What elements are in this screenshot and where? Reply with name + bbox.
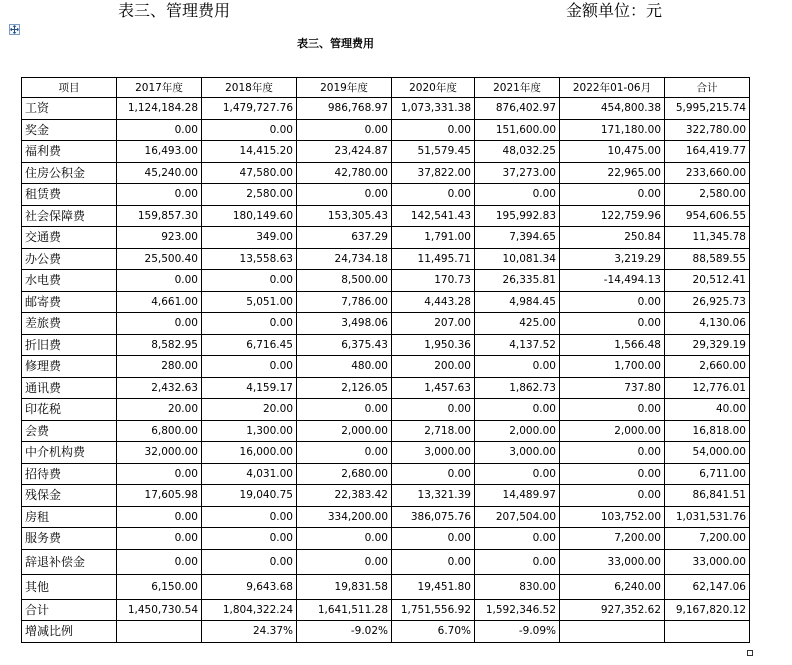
currency-unit-label: 金额单位：元 [566, 1, 663, 20]
value-cell: 0.00 [202, 549, 297, 574]
value-cell: 7,786.00 [297, 291, 392, 313]
value-cell: 1,300.00 [202, 420, 297, 442]
value-cell: 8,582.95 [117, 334, 202, 356]
value-cell: 180,149.60 [202, 205, 297, 227]
table-row [22, 506, 750, 528]
value-cell: 0.00 [117, 119, 202, 141]
table-row [22, 205, 750, 227]
row-label-cell: 福利费 [22, 141, 117, 163]
value-cell: 737.80 [560, 377, 665, 399]
row-label-cell: 奖金 [22, 119, 117, 141]
value-cell: 2,000.00 [560, 420, 665, 442]
value-cell [665, 621, 750, 643]
page-title: 表三、管理费用 [118, 1, 231, 20]
value-cell: 0.00 [560, 313, 665, 335]
value-cell: 954,606.55 [665, 205, 750, 227]
value-cell: 0.00 [392, 119, 475, 141]
table-row [22, 291, 750, 313]
column-header: 项目 [22, 78, 117, 98]
value-cell: 20.00 [202, 399, 297, 421]
column-header: 2017年度 [117, 78, 202, 98]
table-row [22, 463, 750, 485]
value-cell: 0.00 [297, 119, 392, 141]
value-cell: 2,432.63 [117, 377, 202, 399]
value-cell: 0.00 [560, 463, 665, 485]
value-cell [560, 621, 665, 643]
value-cell: 2,580.00 [202, 184, 297, 206]
value-cell: 17,605.98 [117, 485, 202, 507]
value-cell: 9,167,820.12 [665, 599, 750, 621]
row-label-cell: 辞退补偿金 [22, 549, 117, 574]
value-cell: 0.00 [392, 463, 475, 485]
row-label-cell: 工资 [22, 98, 117, 120]
row-label-cell: 增减比例 [22, 621, 117, 643]
value-cell: 1,073,331.38 [392, 98, 475, 120]
value-cell: 2,000.00 [475, 420, 560, 442]
value-cell: 195,992.83 [475, 205, 560, 227]
value-cell: 6,711.00 [665, 463, 750, 485]
table-row [22, 377, 750, 399]
value-cell: 0.00 [560, 399, 665, 421]
value-cell: 51,579.45 [392, 141, 475, 163]
value-cell: 48,032.25 [475, 141, 560, 163]
value-cell: 13,558.63 [202, 248, 297, 270]
value-cell: 32,000.00 [117, 442, 202, 464]
value-cell: 54,000.00 [665, 442, 750, 464]
value-cell: 1,450,730.54 [117, 599, 202, 621]
table-row [22, 270, 750, 292]
column-header: 2020年度 [392, 78, 475, 98]
value-cell: 1,950.36 [392, 334, 475, 356]
value-cell: 2,660.00 [665, 356, 750, 378]
value-cell: 0.00 [117, 270, 202, 292]
value-cell: 4,159.17 [202, 377, 297, 399]
row-label-cell: 残保金 [22, 485, 117, 507]
value-cell: 0.00 [297, 442, 392, 464]
table-row [22, 313, 750, 335]
table-row [22, 599, 750, 621]
value-cell: 0.00 [117, 463, 202, 485]
value-cell: 0.00 [392, 549, 475, 574]
value-cell: 0.00 [117, 506, 202, 528]
table-row [22, 399, 750, 421]
row-label-cell: 会费 [22, 420, 117, 442]
column-header: 2019年度 [297, 78, 392, 98]
value-cell: 2,000.00 [297, 420, 392, 442]
value-cell: 6,716.45 [202, 334, 297, 356]
value-cell: 0.00 [297, 549, 392, 574]
value-cell: 24.37% [202, 621, 297, 643]
value-cell: 0.00 [475, 549, 560, 574]
value-cell: 24,734.18 [297, 248, 392, 270]
table-row [22, 528, 750, 550]
table-row [22, 162, 750, 184]
value-cell: 386,075.76 [392, 506, 475, 528]
value-cell: 4,130.06 [665, 313, 750, 335]
value-cell: 171,180.00 [560, 119, 665, 141]
value-cell: 3,219.29 [560, 248, 665, 270]
value-cell: 6,800.00 [117, 420, 202, 442]
value-cell: 4,984.45 [475, 291, 560, 313]
row-label-cell: 修理费 [22, 356, 117, 378]
row-label-cell: 差旅费 [22, 313, 117, 335]
value-cell: 1,592,346.52 [475, 599, 560, 621]
value-cell: 986,768.97 [297, 98, 392, 120]
value-cell: 1,566.48 [560, 334, 665, 356]
value-cell: 0.00 [297, 399, 392, 421]
row-label-cell: 中介机构费 [22, 442, 117, 464]
value-cell: 0.00 [202, 356, 297, 378]
value-cell: 207,504.00 [475, 506, 560, 528]
value-cell: 151,600.00 [475, 119, 560, 141]
value-cell: 16,818.00 [665, 420, 750, 442]
value-cell: 19,040.75 [202, 485, 297, 507]
column-header: 合计 [665, 78, 750, 98]
value-cell: 2,680.00 [297, 463, 392, 485]
row-label-cell: 住房公积金 [22, 162, 117, 184]
value-cell: 153,305.43 [297, 205, 392, 227]
row-label-cell: 办公费 [22, 248, 117, 270]
table-row [22, 621, 750, 643]
value-cell: 37,822.00 [392, 162, 475, 184]
value-cell: 0.00 [392, 399, 475, 421]
value-cell: 42,780.00 [297, 162, 392, 184]
table-row [22, 485, 750, 507]
table-row [22, 98, 750, 120]
value-cell: 0.00 [475, 463, 560, 485]
value-cell: 0.00 [297, 528, 392, 550]
table-header-row [22, 78, 750, 98]
value-cell: 1,031,531.76 [665, 506, 750, 528]
row-label-cell: 其他 [22, 574, 117, 599]
value-cell: 0.00 [297, 184, 392, 206]
value-cell: 7,200.00 [665, 528, 750, 550]
table-row [22, 574, 750, 599]
row-label-cell: 水电费 [22, 270, 117, 292]
row-label-cell: 交通费 [22, 227, 117, 249]
value-cell: 164,419.77 [665, 141, 750, 163]
row-label-cell: 合计 [22, 599, 117, 621]
value-cell: 1,124,184.28 [117, 98, 202, 120]
value-cell: 6.70% [392, 621, 475, 643]
value-cell: 19,451.80 [392, 574, 475, 599]
value-cell: 26,335.81 [475, 270, 560, 292]
value-cell: -14,494.13 [560, 270, 665, 292]
value-cell: 0.00 [202, 506, 297, 528]
row-label-cell: 邮寄费 [22, 291, 117, 313]
value-cell: 1,479,727.76 [202, 98, 297, 120]
value-cell: 3,000.00 [392, 442, 475, 464]
value-cell: 0.00 [202, 270, 297, 292]
value-cell: 480.00 [297, 356, 392, 378]
value-cell: 9,643.68 [202, 574, 297, 599]
value-cell: -9.02% [297, 621, 392, 643]
value-cell: 20.00 [117, 399, 202, 421]
value-cell: 4,031.00 [202, 463, 297, 485]
value-cell: 425.00 [475, 313, 560, 335]
value-cell: 12,776.01 [665, 377, 750, 399]
row-label-cell: 折旧费 [22, 334, 117, 356]
value-cell [117, 621, 202, 643]
value-cell: 4,137.52 [475, 334, 560, 356]
value-cell: 6,150.00 [117, 574, 202, 599]
value-cell: 0.00 [560, 485, 665, 507]
value-cell: 7,394.65 [475, 227, 560, 249]
value-cell: 7,200.00 [560, 528, 665, 550]
value-cell: 47,580.00 [202, 162, 297, 184]
value-cell: 1,641,511.28 [297, 599, 392, 621]
value-cell: 0.00 [475, 184, 560, 206]
value-cell: 11,345.78 [665, 227, 750, 249]
value-cell: 3,498.06 [297, 313, 392, 335]
value-cell: 0.00 [117, 184, 202, 206]
value-cell: 88,589.55 [665, 248, 750, 270]
value-cell: 0.00 [117, 313, 202, 335]
value-cell: -9.09% [475, 621, 560, 643]
value-cell: 1,862.73 [475, 377, 560, 399]
table-row [22, 549, 750, 574]
value-cell: 14,415.20 [202, 141, 297, 163]
table-move-handle-icon[interactable] [9, 24, 20, 35]
value-cell: 927,352.62 [560, 599, 665, 621]
column-header: 2022年01-06月 [560, 78, 665, 98]
value-cell: 14,489.97 [475, 485, 560, 507]
value-cell: 122,759.96 [560, 205, 665, 227]
value-cell: 830.00 [475, 574, 560, 599]
value-cell: 334,200.00 [297, 506, 392, 528]
row-label-cell: 印花税 [22, 399, 117, 421]
value-cell: 2,718.00 [392, 420, 475, 442]
value-cell: 250.84 [560, 227, 665, 249]
value-cell: 0.00 [117, 528, 202, 550]
value-cell: 5,995,215.74 [665, 98, 750, 120]
value-cell: 2,580.00 [665, 184, 750, 206]
row-label-cell: 通讯费 [22, 377, 117, 399]
value-cell: 25,500.40 [117, 248, 202, 270]
value-cell: 200.00 [392, 356, 475, 378]
value-cell: 37,273.00 [475, 162, 560, 184]
value-cell: 0.00 [117, 549, 202, 574]
value-cell: 10,475.00 [560, 141, 665, 163]
value-cell: 4,443.28 [392, 291, 475, 313]
value-cell: 0.00 [560, 291, 665, 313]
value-cell: 280.00 [117, 356, 202, 378]
management-expense-table [21, 77, 750, 643]
value-cell: 0.00 [392, 184, 475, 206]
value-cell: 0.00 [202, 528, 297, 550]
value-cell: 1,457.63 [392, 377, 475, 399]
column-header: 2018年度 [202, 78, 297, 98]
value-cell: 4,661.00 [117, 291, 202, 313]
table-row [22, 119, 750, 141]
value-cell: 170.73 [392, 270, 475, 292]
value-cell: 5,051.00 [202, 291, 297, 313]
value-cell: 40.00 [665, 399, 750, 421]
value-cell: 16,493.00 [117, 141, 202, 163]
value-cell: 1,804,322.24 [202, 599, 297, 621]
column-header: 2021年度 [475, 78, 560, 98]
table-row [22, 141, 750, 163]
value-cell: 142,541.43 [392, 205, 475, 227]
value-cell: 0.00 [202, 119, 297, 141]
value-cell: 1,751,556.92 [392, 599, 475, 621]
value-cell: 876,402.97 [475, 98, 560, 120]
value-cell: 0.00 [560, 442, 665, 464]
value-cell: 637.29 [297, 227, 392, 249]
value-cell: 1,700.00 [560, 356, 665, 378]
table-title: 表三、管理费用 [297, 37, 374, 50]
value-cell: 207.00 [392, 313, 475, 335]
value-cell: 0.00 [475, 399, 560, 421]
value-cell: 454,800.38 [560, 98, 665, 120]
value-cell: 349.00 [202, 227, 297, 249]
table-row [22, 442, 750, 464]
value-cell: 1,791.00 [392, 227, 475, 249]
value-cell: 29,329.19 [665, 334, 750, 356]
row-label-cell: 社会保障费 [22, 205, 117, 227]
value-cell: 3,000.00 [475, 442, 560, 464]
value-cell: 33,000.00 [665, 549, 750, 574]
value-cell: 16,000.00 [202, 442, 297, 464]
value-cell: 26,925.73 [665, 291, 750, 313]
row-label-cell: 房租 [22, 506, 117, 528]
value-cell: 0.00 [202, 313, 297, 335]
row-label-cell: 租赁费 [22, 184, 117, 206]
table-row [22, 356, 750, 378]
table-row [22, 334, 750, 356]
value-cell: 10,081.34 [475, 248, 560, 270]
value-cell: 6,240.00 [560, 574, 665, 599]
row-label-cell: 服务费 [22, 528, 117, 550]
value-cell: 33,000.00 [560, 549, 665, 574]
value-cell: 0.00 [475, 528, 560, 550]
table-resize-handle[interactable] [747, 650, 753, 656]
value-cell: 62,147.06 [665, 574, 750, 599]
value-cell: 103,752.00 [560, 506, 665, 528]
value-cell: 233,660.00 [665, 162, 750, 184]
value-cell: 13,321.39 [392, 485, 475, 507]
value-cell: 45,240.00 [117, 162, 202, 184]
value-cell: 86,841.51 [665, 485, 750, 507]
value-cell: 22,965.00 [560, 162, 665, 184]
value-cell: 20,512.41 [665, 270, 750, 292]
value-cell: 11,495.71 [392, 248, 475, 270]
value-cell: 22,383.42 [297, 485, 392, 507]
value-cell: 322,780.00 [665, 119, 750, 141]
value-cell: 0.00 [560, 184, 665, 206]
value-cell: 159,857.30 [117, 205, 202, 227]
value-cell: 923.00 [117, 227, 202, 249]
table-row [22, 420, 750, 442]
value-cell: 0.00 [475, 356, 560, 378]
table-row [22, 248, 750, 270]
row-label-cell: 招待费 [22, 463, 117, 485]
value-cell: 2,126.05 [297, 377, 392, 399]
table-row [22, 184, 750, 206]
value-cell: 8,500.00 [297, 270, 392, 292]
value-cell: 23,424.87 [297, 141, 392, 163]
table-row [22, 227, 750, 249]
value-cell: 0.00 [392, 528, 475, 550]
value-cell: 19,831.58 [297, 574, 392, 599]
value-cell: 6,375.43 [297, 334, 392, 356]
